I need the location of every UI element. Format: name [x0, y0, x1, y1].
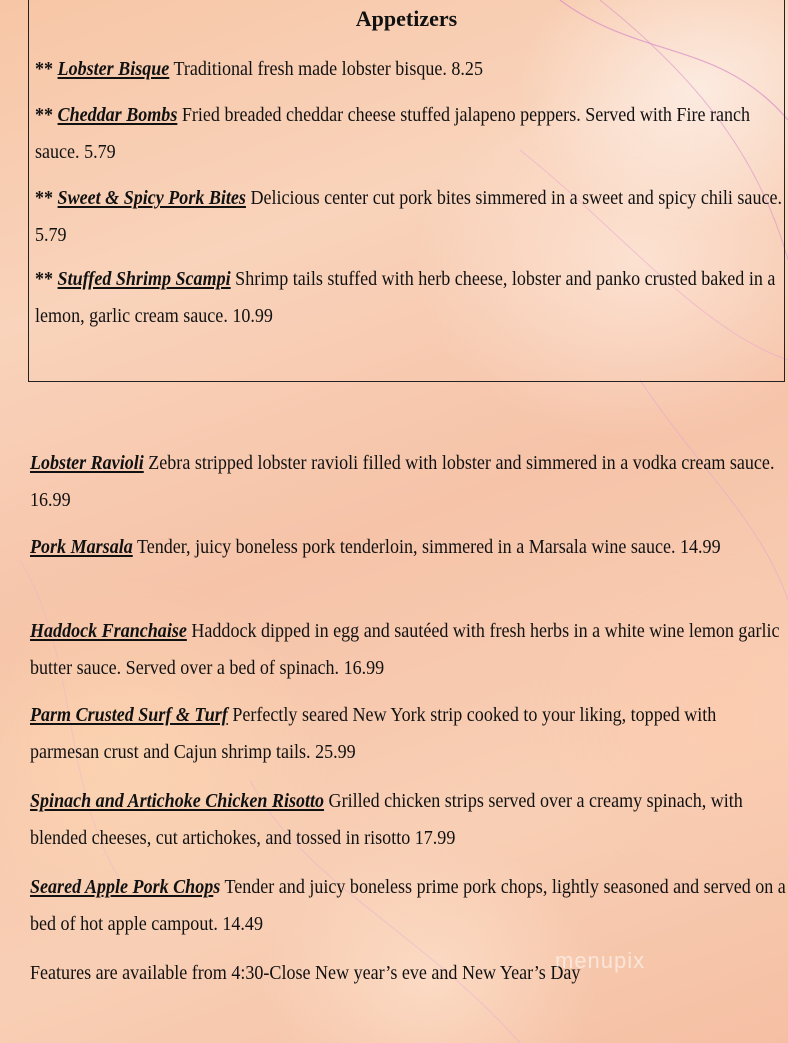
- signature-marker: **: [35, 58, 54, 80]
- appetizer-item-cheddar-bombs: [35, 97, 785, 171]
- features-note: Features are available from 4:30-Close New year’s eve and New Year’s Day: [30, 962, 581, 984]
- appetizer-item-pork-bites: [35, 180, 785, 254]
- appetizer-item-shrimp-scampi: [35, 261, 785, 335]
- signature-marker: **: [35, 187, 54, 209]
- entree-item-pork-marsala: [30, 529, 788, 566]
- item-description: Shrimp tails stuffed with herb cheese, lobster and panko crusted baked in a lemon, garlic cream sauce. 10.99: [35, 268, 776, 327]
- item-name: Cheddar Bombs: [57, 104, 178, 126]
- item-name: Pork Marsala: [30, 536, 133, 558]
- signature-marker: **: [35, 104, 54, 126]
- item-description: Tender and juicy boneless prime pork chops, lightly seasoned and served on a bed of hot apple campout. 14.49: [30, 876, 786, 935]
- item-description: Perfectly seared New York strip cooked to your liking, topped with parmesan crust and Cajun shrimp tails. 25.99: [30, 704, 717, 763]
- item-name: Lobster Ravioli: [30, 452, 144, 474]
- watermark: menupix: [555, 948, 646, 973]
- entree-item-apple-pork-chops: [30, 869, 788, 943]
- entree-item-haddock-franchaise: [30, 613, 788, 687]
- item-name: Sweet & Spicy Pork Bites: [57, 187, 246, 209]
- appetizers-box: [28, 0, 785, 382]
- item-name-suffix: s: [213, 876, 221, 898]
- item-description: Haddock dipped in egg and sautéed with fresh herbs in a white wine lemon garlic butter sauce. Served over a bed of spinach. 16.99: [30, 620, 780, 679]
- item-description: Tender, juicy boneless pork tenderloin, simmered in a Marsala wine sauce. 14.99: [136, 536, 721, 558]
- item-name: Spinach and Artichoke Chicken Risotto: [30, 790, 325, 812]
- item-description: Zebra stripped lobster ravioli filled with lobster and simmered in a vodka cream sauce. 16.99: [30, 452, 775, 511]
- item-description: Delicious center cut pork bites simmered in a sweet and spicy chili sauce. 5.79: [35, 187, 782, 246]
- appetizer-item-lobster-bisque: [35, 51, 785, 88]
- signature-marker: **: [35, 268, 54, 290]
- entree-item-lobster-ravioli: [30, 445, 788, 519]
- item-description: Fried breaded cheddar cheese stuffed jalapeno peppers. Served with Fire ranch sauce. 5.79: [35, 104, 751, 163]
- item-description: Grilled chicken strips served over a creamy spinach, with blended cheeses, cut artichokes, and tossed in risotto 17.99: [30, 790, 743, 849]
- item-name: Seared Apple Pork Chop: [30, 876, 214, 898]
- item-name: Lobster Bisque: [57, 58, 170, 80]
- item-description: Traditional fresh made lobster bisque. 8.25: [173, 58, 483, 80]
- item-name: Haddock Franchaise: [30, 620, 187, 642]
- item-name: Parm Crusted Surf & Turf: [30, 704, 228, 726]
- item-name: Stuffed Shrimp Scampi: [57, 268, 231, 290]
- appetizers-title: Appetizers: [355, 6, 458, 31]
- entree-item-chicken-risotto: [30, 783, 788, 857]
- entree-item-surf-and-turf: [30, 697, 788, 771]
